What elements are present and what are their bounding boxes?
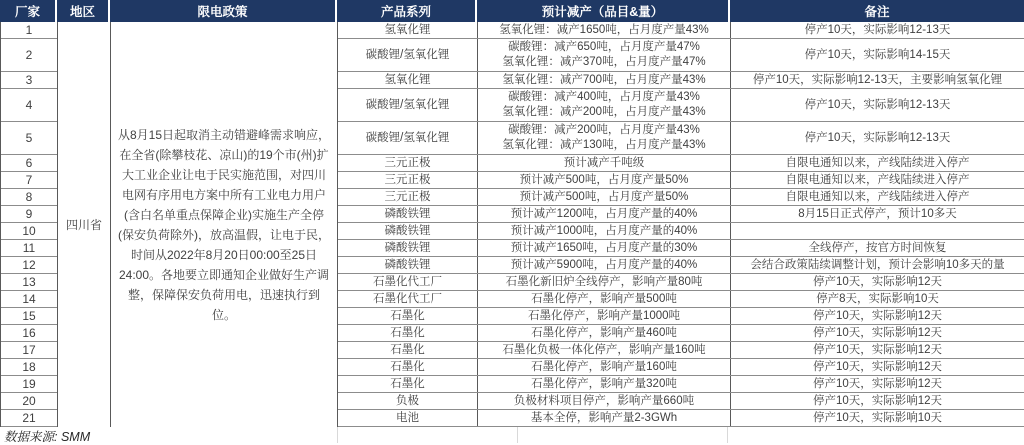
table-row <box>338 240 1024 257</box>
policy-merged-cell <box>111 22 338 427</box>
product-series-cell: 石墨化 <box>338 325 478 341</box>
table-row <box>338 308 1024 325</box>
remark-cell: 8月15日正式停产，预计10多天 <box>731 206 1024 222</box>
table-row <box>338 223 1024 240</box>
footer-row <box>0 427 1024 445</box>
product-series-cell: 石墨化 <box>338 342 478 358</box>
remark-cell: 停产10天，实际影响12天 <box>731 325 1024 341</box>
table-header <box>0 0 1024 22</box>
reduction-line: 预计减产1000吨，占月度产量的40% <box>510 224 698 237</box>
reduction-line: 预计减产500吨，占月度产量50% <box>519 173 689 186</box>
remark-cell: 停产10天，实际影响10天 <box>731 410 1024 426</box>
factory-number: 7 <box>1 172 57 189</box>
product-series-cell: 负极 <box>338 393 478 409</box>
reduction-line: 预计减产1650吨，占月度产量的30% <box>510 241 698 254</box>
reduction-cell <box>478 240 731 256</box>
column-header-reduction: 预计减产（品目&量） <box>477 0 730 22</box>
remark-cell: 停产10天，实际影响12-13天 <box>731 89 1024 121</box>
table-row <box>338 325 1024 342</box>
remark-cell: 停产10天，实际影响12-13天 <box>731 122 1024 154</box>
product-series-cell: 三元正极 <box>338 172 478 188</box>
table-row <box>338 72 1024 89</box>
factory-number: 21 <box>1 410 57 427</box>
reduction-line: 碳酸锂：减产650吨，占月度产量47% <box>508 41 700 53</box>
product-series-cell: 磷酸铁锂 <box>338 257 478 273</box>
table-body <box>0 22 1024 427</box>
reduction-line: 预计减产1200吨，占月度产量的40% <box>510 207 698 220</box>
column-header-factory: 厂家 <box>0 0 57 22</box>
reduction-cell <box>478 72 731 88</box>
product-series-cell: 三元正极 <box>338 155 478 171</box>
reduction-line: 氢氧化锂：减产370吨，占月度产量47% <box>502 56 706 68</box>
reduction-line: 氢氧化锂：减产130吨，占月度产量43% <box>502 139 706 151</box>
reduction-line: 预计减产千吨级 <box>563 156 645 169</box>
table-row <box>338 206 1024 223</box>
factory-number: 19 <box>1 376 57 393</box>
column-header-policy: 限电政策 <box>110 0 337 22</box>
reduction-line: 石墨化停产，影响产量320吨 <box>531 377 677 390</box>
remark-cell: 停产10天，实际影响12天 <box>731 376 1024 392</box>
reduction-line: 氢氧化锂：减产1650吨，占月度产量43% <box>499 23 709 36</box>
factory-number: 14 <box>1 291 57 308</box>
region-merged-cell <box>58 22 111 427</box>
reduction-cell <box>478 172 731 188</box>
reduction-line: 石墨化停产，影响产量500吨 <box>531 292 677 305</box>
reduction-cell <box>478 376 731 392</box>
remark-cell: 停产10天，实际影响12天 <box>731 274 1024 290</box>
factory-number: 15 <box>1 308 57 325</box>
reduction-line: 氢氧化锂：减产200吨，占月度产量43% <box>502 106 706 118</box>
factory-number: 5 <box>1 122 57 155</box>
product-series-cell: 磷酸铁锂 <box>338 223 478 239</box>
reduction-line: 基本全停，影响产量2-3GWh <box>530 411 678 424</box>
factory-number: 9 <box>1 206 57 223</box>
remark-cell: 停产10天，实际影响12天 <box>731 393 1024 409</box>
reduction-cell <box>478 393 731 409</box>
policy-text: 从8月15日起取消主动错避峰需求响应，在全省(除攀枝花、凉山)的19个市(州)扩大工业企业让电于民实施范围，对四川电网有序用电方案中所有工业电力用户(含白名单重点保障企业)实施生产全停(保安负荷除外)，放高温假，让电于民，时间从2022年8月20日00:00至25日24:00。各地要立即通知企业做好生产调整，保障保安负荷用电，迅速执行到位。 <box>117 127 331 322</box>
factory-number: 10 <box>1 223 57 240</box>
factory-number: 20 <box>1 393 57 410</box>
reduction-cell <box>478 342 731 358</box>
product-series-cell: 石墨化 <box>338 376 478 392</box>
reduction-cell <box>478 325 731 341</box>
table-row <box>338 342 1024 359</box>
product-series-cell: 石墨化代工厂 <box>338 291 478 307</box>
column-header-remark: 备注 <box>730 0 1024 22</box>
product-series-cell: 氢氧化锂 <box>338 22 478 38</box>
factory-number: 1 <box>1 22 57 39</box>
remark-cell: 自限电通知以来，产线陆续进入停产 <box>731 172 1024 188</box>
table-row <box>338 39 1024 72</box>
reduction-line: 石墨化停产，影响产量160吨 <box>531 360 677 373</box>
reduction-cell <box>478 410 731 426</box>
data-source-label: 数据来源: SMM <box>4 430 91 444</box>
reduction-line: 石墨化负极一体化停产，影响产量160吨 <box>502 343 706 356</box>
reduction-cell <box>478 223 731 239</box>
remark-cell: 停产10天，实际影响14-15天 <box>731 39 1024 71</box>
factory-number-column <box>1 22 58 427</box>
product-series-cell: 氢氧化锂 <box>338 72 478 88</box>
reduction-cell <box>478 274 731 290</box>
remark-cell: 自限电通知以来，产线陆续进入停产 <box>731 155 1024 171</box>
factory-number: 8 <box>1 189 57 206</box>
footer-gridline <box>517 427 518 443</box>
reduction-line: 氢氧化锂：减产700吨，占月度产量43% <box>502 73 706 86</box>
factory-number: 2 <box>1 39 57 72</box>
reduction-cell <box>478 189 731 205</box>
table-row <box>338 410 1024 427</box>
factory-number: 12 <box>1 257 57 274</box>
reduction-line: 石墨化停产，影响产量460吨 <box>531 326 677 339</box>
product-series-cell: 电池 <box>338 410 478 426</box>
remark-cell <box>731 223 1024 239</box>
product-series-cell: 石墨化 <box>338 308 478 324</box>
reduction-cell <box>478 206 731 222</box>
table-row <box>338 122 1024 155</box>
reduction-line: 预计减产500吨，占月度产量50% <box>519 190 689 203</box>
remark-cell: 自限电通知以来，产线陆续进入停产 <box>731 189 1024 205</box>
reduction-line: 石墨化停产，影响产量1000吨 <box>527 309 681 322</box>
factory-number: 3 <box>1 72 57 89</box>
factory-number: 16 <box>1 325 57 342</box>
table-row <box>338 155 1024 172</box>
product-series-cell: 磷酸铁锂 <box>338 240 478 256</box>
column-header-product: 产品系列 <box>337 0 477 22</box>
table-row <box>338 291 1024 308</box>
reduction-line: 碳酸锂：减产200吨，占月度产量43% <box>508 124 700 136</box>
table-row <box>338 359 1024 376</box>
remark-cell: 停产10天，实际影响12-13天 <box>731 22 1024 38</box>
factory-number: 13 <box>1 274 57 291</box>
reduction-cell <box>478 89 731 121</box>
product-series-cell: 碳酸锂/氢氧化锂 <box>338 39 478 71</box>
table-row <box>338 376 1024 393</box>
column-header-region: 地区 <box>57 0 110 22</box>
reduction-cell <box>478 257 731 273</box>
reduction-line: 碳酸锂：减产400吨，占月度产量43% <box>508 91 700 103</box>
product-series-cell: 石墨化 <box>338 359 478 375</box>
table-row <box>338 257 1024 274</box>
table-row <box>338 172 1024 189</box>
region-label: 四川省 <box>65 218 102 232</box>
reduction-cell <box>478 155 731 171</box>
reduction-cell <box>478 22 731 38</box>
reduction-line: 石墨化新旧炉全线停产，影响产量80吨 <box>505 275 703 288</box>
remark-cell: 停产10天，实际影响12天 <box>731 342 1024 358</box>
reduction-line: 预计减产5900吨，占月度产量的40% <box>510 258 698 271</box>
reduction-cell <box>478 308 731 324</box>
reduction-cell <box>478 359 731 375</box>
remark-cell: 全线停产，按官方时间恢复 <box>731 240 1024 256</box>
reduction-line: 负极材料项目停产，影响产量660吨 <box>513 394 695 407</box>
factory-number: 18 <box>1 359 57 376</box>
table-row <box>338 393 1024 410</box>
product-series-cell: 三元正极 <box>338 189 478 205</box>
footer-gridline <box>337 427 338 443</box>
remark-cell: 停产10天，实际影响12天 <box>731 359 1024 375</box>
product-series-cell: 碳酸锂/氢氧化锂 <box>338 122 478 154</box>
factory-number: 4 <box>1 89 57 122</box>
remark-cell: 停产10天，实际影响12-13天，主要影响氢氧化锂 <box>731 72 1024 88</box>
factory-number: 11 <box>1 240 57 257</box>
remark-cell: 会结合政策陆续调整计划，预计会影响10多天的量 <box>731 257 1024 273</box>
table-row <box>338 274 1024 291</box>
remark-cell: 停产10天，实际影响12天 <box>731 308 1024 324</box>
remark-cell: 停产8天，实际影响10天 <box>731 291 1024 307</box>
table-row <box>338 89 1024 122</box>
table-row <box>338 189 1024 206</box>
table-row <box>338 22 1024 39</box>
footer-gridline <box>727 427 728 443</box>
reduction-cell <box>478 291 731 307</box>
data-rows <box>338 22 1024 427</box>
product-series-cell: 磷酸铁锂 <box>338 206 478 222</box>
reduction-cell <box>478 39 731 71</box>
factory-number: 6 <box>1 155 57 172</box>
product-series-cell: 碳酸锂/氢氧化锂 <box>338 89 478 121</box>
product-series-cell: 石墨化代工厂 <box>338 274 478 290</box>
factory-number: 17 <box>1 342 57 359</box>
reduction-cell <box>478 122 731 154</box>
